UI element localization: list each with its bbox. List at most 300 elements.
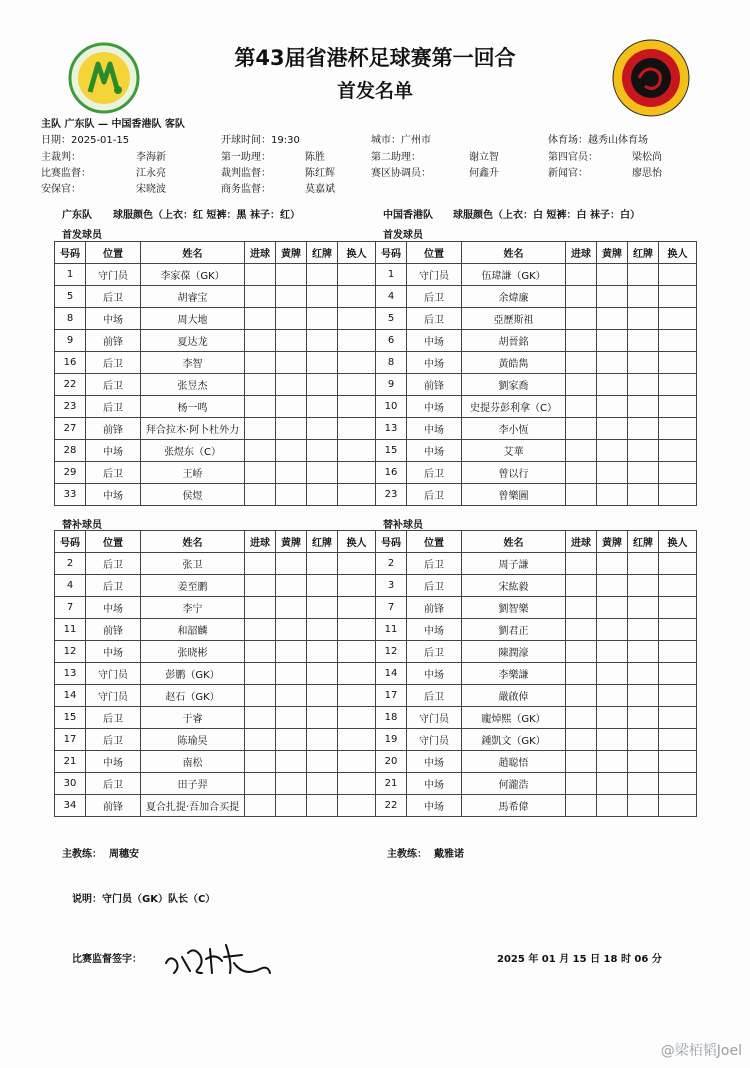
player-position: 后卫	[86, 553, 141, 575]
player-number: 11	[376, 619, 407, 641]
column-header: 进球	[566, 242, 597, 264]
table-header-row	[55, 531, 376, 553]
substitution-cell	[338, 484, 376, 506]
table-row	[55, 418, 376, 440]
signed-timestamp: 2025 年 01 月 15 日 18 时 06 分	[497, 954, 662, 965]
official-label: 第一助理：	[221, 152, 271, 163]
player-name: 胡晉銘	[462, 330, 566, 352]
yellow-card-cell	[597, 440, 628, 462]
table-row	[376, 352, 697, 374]
player-position: 后卫	[86, 773, 141, 795]
table-row	[376, 707, 697, 729]
goals-cell	[245, 264, 276, 286]
venue-value: 越秀山体育场	[588, 135, 648, 146]
player-name: 陳潤濠	[462, 641, 566, 663]
substitution-cell	[659, 795, 697, 817]
table-row	[55, 440, 376, 462]
substitution-cell	[338, 729, 376, 751]
red-card-cell	[307, 575, 338, 597]
substitution-cell	[338, 575, 376, 597]
yellow-card-cell	[276, 286, 307, 308]
player-number: 13	[376, 418, 407, 440]
official-label: 第二助理：	[371, 152, 421, 163]
goals-cell	[245, 374, 276, 396]
goals-cell	[245, 418, 276, 440]
table-row	[55, 308, 376, 330]
official-name: 何鑫升	[469, 168, 499, 179]
yellow-card-cell	[276, 641, 307, 663]
goals-cell	[566, 641, 597, 663]
player-number: 3	[376, 575, 407, 597]
yellow-card-cell	[276, 396, 307, 418]
substitution-cell	[659, 707, 697, 729]
home-team-name: 广东队	[62, 210, 92, 221]
yellow-card-cell	[597, 575, 628, 597]
red-card-cell	[307, 396, 338, 418]
away-kit-colors: 球服颜色（上衣：白 短裤：白 袜子：白）	[453, 210, 640, 221]
kickoff-label: 开球时间：	[221, 135, 271, 146]
player-number: 33	[55, 484, 86, 506]
column-header: 黄牌	[597, 242, 628, 264]
table-header-row	[376, 242, 697, 264]
player-name: 李智	[141, 352, 245, 374]
yellow-card-cell	[276, 330, 307, 352]
home-subs-label: 替补球员	[62, 520, 102, 531]
goals-cell	[566, 352, 597, 374]
player-number: 29	[55, 462, 86, 484]
yellow-card-cell	[597, 396, 628, 418]
player-name: 黃皓雋	[462, 352, 566, 374]
player-name: 伍瑋謙（GK）	[462, 264, 566, 286]
player-name: 曾樂圖	[462, 484, 566, 506]
red-card-cell	[307, 707, 338, 729]
column-header: 位置	[407, 531, 462, 553]
player-position: 中场	[407, 440, 462, 462]
red-card-cell	[307, 308, 338, 330]
red-card-cell	[628, 751, 659, 773]
player-number: 1	[376, 264, 407, 286]
red-card-cell	[307, 751, 338, 773]
yellow-card-cell	[276, 352, 307, 374]
table-row	[55, 619, 376, 641]
red-card-cell	[628, 663, 659, 685]
yellow-card-cell	[276, 729, 307, 751]
substitution-cell	[338, 663, 376, 685]
player-number: 14	[55, 685, 86, 707]
official-name: 陈胜	[305, 152, 325, 163]
red-card-cell	[307, 440, 338, 462]
red-card-cell	[628, 308, 659, 330]
official-name: 廖思怡	[632, 168, 662, 179]
goals-cell	[245, 396, 276, 418]
yellow-card-cell	[276, 751, 307, 773]
table-row	[376, 308, 697, 330]
goals-cell	[566, 264, 597, 286]
venue-label: 体育场：	[548, 135, 588, 146]
substitution-cell	[338, 751, 376, 773]
player-number: 30	[55, 773, 86, 795]
player-name: 余煒廉	[462, 286, 566, 308]
column-header: 换人	[338, 242, 376, 264]
kickoff-value: 19:30	[271, 135, 300, 146]
yellow-card-cell	[597, 330, 628, 352]
table-row	[55, 641, 376, 663]
player-position: 中场	[86, 308, 141, 330]
away-starters-table	[375, 241, 697, 506]
substitution-cell	[338, 352, 376, 374]
substitution-cell	[659, 597, 697, 619]
city-value: 广州市	[401, 135, 431, 146]
table-row	[55, 685, 376, 707]
substitution-cell	[338, 685, 376, 707]
goals-cell	[245, 462, 276, 484]
goals-cell	[245, 308, 276, 330]
substitution-cell	[659, 308, 697, 330]
yellow-card-cell	[276, 553, 307, 575]
red-card-cell	[307, 330, 338, 352]
goals-cell	[245, 575, 276, 597]
yellow-card-cell	[276, 773, 307, 795]
player-number: 23	[376, 484, 407, 506]
player-position: 中场	[407, 773, 462, 795]
player-number: 2	[55, 553, 86, 575]
player-position: 守门员	[86, 663, 141, 685]
red-card-cell	[628, 729, 659, 751]
player-position: 后卫	[407, 462, 462, 484]
red-card-cell	[628, 264, 659, 286]
column-header: 进球	[245, 242, 276, 264]
column-header: 黄牌	[276, 242, 307, 264]
yellow-card-cell	[597, 641, 628, 663]
player-number: 13	[55, 663, 86, 685]
red-card-cell	[307, 264, 338, 286]
player-position: 中场	[86, 597, 141, 619]
player-number: 2	[376, 553, 407, 575]
yellow-card-cell	[597, 553, 628, 575]
substitution-cell	[338, 619, 376, 641]
table-row	[55, 575, 376, 597]
player-name: 拜合拉木·阿卜杜外力	[141, 418, 245, 440]
red-card-cell	[628, 396, 659, 418]
substitution-cell	[338, 641, 376, 663]
goals-cell	[245, 440, 276, 462]
player-number: 16	[55, 352, 86, 374]
player-name: 龐焯熙（GK）	[462, 707, 566, 729]
goals-cell	[566, 440, 597, 462]
player-number: 18	[376, 707, 407, 729]
yellow-card-cell	[276, 685, 307, 707]
column-header: 姓名	[462, 242, 566, 264]
player-position: 前锋	[407, 374, 462, 396]
official-label: 主裁判：	[41, 152, 81, 163]
player-position: 中场	[407, 352, 462, 374]
red-card-cell	[307, 795, 338, 817]
table-header-row	[55, 242, 376, 264]
substitution-cell	[659, 685, 697, 707]
official-name: 谢立智	[469, 152, 499, 163]
table-row	[376, 729, 697, 751]
goals-cell	[245, 286, 276, 308]
player-number: 11	[55, 619, 86, 641]
player-name: 张煜东（C）	[141, 440, 245, 462]
column-header: 姓名	[141, 531, 245, 553]
player-number: 16	[376, 462, 407, 484]
player-name: 馬希偉	[462, 795, 566, 817]
table-row	[376, 663, 697, 685]
player-name: 王峤	[141, 462, 245, 484]
column-header: 号码	[376, 531, 407, 553]
official-name: 莫嘉斌	[305, 184, 335, 195]
substitution-cell	[659, 663, 697, 685]
table-row	[55, 707, 376, 729]
table-row	[376, 751, 697, 773]
player-name: 夏达龙	[141, 330, 245, 352]
column-header: 姓名	[141, 242, 245, 264]
red-card-cell	[307, 685, 338, 707]
player-position: 守门员	[86, 685, 141, 707]
red-card-cell	[628, 418, 659, 440]
goals-cell	[245, 773, 276, 795]
table-row	[55, 330, 376, 352]
table-row	[376, 795, 697, 817]
away-coach	[387, 845, 464, 860]
table-row	[55, 597, 376, 619]
official-name: 李海新	[136, 152, 166, 163]
table-row	[55, 795, 376, 817]
official-label: 赛区协调员：	[371, 168, 431, 179]
red-card-cell	[628, 462, 659, 484]
goals-cell	[245, 729, 276, 751]
substitution-cell	[338, 795, 376, 817]
player-number: 8	[55, 308, 86, 330]
red-card-cell	[628, 374, 659, 396]
player-position: 中场	[86, 751, 141, 773]
player-name: 姜至鹏	[141, 575, 245, 597]
table-row	[376, 396, 697, 418]
column-header: 进球	[566, 531, 597, 553]
table-row	[376, 641, 697, 663]
date-value: 2025-01-15	[71, 135, 130, 146]
substitution-cell	[338, 553, 376, 575]
yellow-card-cell	[276, 264, 307, 286]
table-row	[376, 418, 697, 440]
yellow-card-cell	[276, 707, 307, 729]
substitution-cell	[338, 396, 376, 418]
column-header: 号码	[376, 242, 407, 264]
column-header: 黄牌	[276, 531, 307, 553]
player-position: 后卫	[86, 729, 141, 751]
official-name: 江永亮	[136, 168, 166, 179]
substitution-cell	[659, 641, 697, 663]
substitution-cell	[338, 418, 376, 440]
goals-cell	[566, 308, 597, 330]
player-name: 史提芬彭利拿（C）	[462, 396, 566, 418]
player-position: 中场	[407, 663, 462, 685]
yellow-card-cell	[276, 418, 307, 440]
column-header: 换人	[338, 531, 376, 553]
official-name: 宋晓波	[136, 184, 166, 195]
substitution-cell	[659, 773, 697, 795]
substitution-cell	[338, 707, 376, 729]
player-name: 赵石（GK）	[141, 685, 245, 707]
official-label: 安保官：	[41, 184, 81, 195]
player-position: 后卫	[407, 553, 462, 575]
substitution-cell	[659, 330, 697, 352]
substitution-cell	[659, 484, 697, 506]
table-row	[55, 773, 376, 795]
yellow-card-cell	[276, 374, 307, 396]
goals-cell	[245, 484, 276, 506]
goals-cell	[245, 795, 276, 817]
table-row	[376, 330, 697, 352]
yellow-card-cell	[276, 484, 307, 506]
red-card-cell	[628, 773, 659, 795]
player-position: 中场	[407, 330, 462, 352]
player-number: 5	[55, 286, 86, 308]
player-name: 李家葆（GK）	[141, 264, 245, 286]
official-label: 裁判监督：	[221, 168, 271, 179]
player-position: 前锋	[86, 795, 141, 817]
player-number: 15	[376, 440, 407, 462]
player-name: 劉家喬	[462, 374, 566, 396]
substitution-cell	[659, 440, 697, 462]
player-name: 艾華	[462, 440, 566, 462]
yellow-card-cell	[276, 663, 307, 685]
player-name: 夏合扎提·吾加合买提	[141, 795, 245, 817]
date-field	[41, 131, 129, 146]
player-number: 7	[55, 597, 86, 619]
table-header-row	[376, 531, 697, 553]
red-card-cell	[628, 707, 659, 729]
player-number: 6	[376, 330, 407, 352]
player-number: 12	[376, 641, 407, 663]
player-name: 劉君正	[462, 619, 566, 641]
red-card-cell	[307, 352, 338, 374]
yellow-card-cell	[276, 619, 307, 641]
table-row	[376, 484, 697, 506]
player-position: 中场	[407, 418, 462, 440]
home-coach	[62, 845, 139, 860]
player-position: 前锋	[86, 619, 141, 641]
yellow-card-cell	[597, 729, 628, 751]
city-field	[371, 131, 431, 146]
yellow-card-cell	[597, 418, 628, 440]
table-row	[55, 751, 376, 773]
goals-cell	[245, 352, 276, 374]
substitution-cell	[659, 286, 697, 308]
goals-cell	[566, 575, 597, 597]
table-row	[376, 773, 697, 795]
player-position: 中场	[86, 440, 141, 462]
substitution-cell	[659, 374, 697, 396]
table-row	[55, 484, 376, 506]
yellow-card-cell	[597, 773, 628, 795]
goals-cell	[245, 751, 276, 773]
player-number: 8	[376, 352, 407, 374]
table-row	[55, 264, 376, 286]
column-header: 红牌	[307, 531, 338, 553]
player-number: 4	[376, 286, 407, 308]
official-label: 商务监督：	[221, 184, 271, 195]
column-header: 换人	[659, 242, 697, 264]
home-coach-label: 主教练：	[62, 849, 102, 860]
table-row	[376, 619, 697, 641]
red-card-cell	[307, 729, 338, 751]
player-name: 田子羿	[141, 773, 245, 795]
kickoff-field	[221, 131, 300, 146]
red-card-cell	[628, 641, 659, 663]
official-label: 比赛监督：	[41, 168, 91, 179]
substitution-cell	[659, 462, 697, 484]
column-header: 换人	[659, 531, 697, 553]
player-position: 前锋	[407, 597, 462, 619]
substitution-cell	[338, 773, 376, 795]
player-position: 后卫	[86, 462, 141, 484]
goals-cell	[245, 641, 276, 663]
table-row	[55, 729, 376, 751]
substitution-cell	[659, 729, 697, 751]
substitution-cell	[659, 352, 697, 374]
yellow-card-cell	[597, 308, 628, 330]
player-position: 后卫	[86, 707, 141, 729]
player-position: 中场	[407, 619, 462, 641]
substitution-cell	[338, 374, 376, 396]
goals-cell	[566, 729, 597, 751]
red-card-cell	[307, 597, 338, 619]
player-number: 1	[55, 264, 86, 286]
player-name: 周子謙	[462, 553, 566, 575]
red-card-cell	[628, 484, 659, 506]
red-card-cell	[307, 374, 338, 396]
red-card-cell	[628, 619, 659, 641]
player-number: 5	[376, 308, 407, 330]
player-name: 李樂謙	[462, 663, 566, 685]
player-number: 20	[376, 751, 407, 773]
substitution-cell	[338, 597, 376, 619]
red-card-cell	[628, 352, 659, 374]
player-position: 后卫	[407, 575, 462, 597]
player-number: 19	[376, 729, 407, 751]
table-row	[55, 553, 376, 575]
player-name: 趙聪悟	[462, 751, 566, 773]
venue-field	[548, 131, 648, 146]
home-kit-colors: 球服颜色（上衣：红 短裤：黑 袜子：红）	[113, 210, 300, 221]
table-row	[376, 597, 697, 619]
legend-note: 说明：守门员（GK）队长（C）	[72, 894, 216, 905]
yellow-card-cell	[597, 484, 628, 506]
yellow-card-cell	[597, 619, 628, 641]
player-name: 和韶麟	[141, 619, 245, 641]
player-number: 15	[55, 707, 86, 729]
substitution-cell	[659, 575, 697, 597]
official-label: 新闻官：	[548, 168, 588, 179]
goals-cell	[566, 619, 597, 641]
column-header: 红牌	[628, 242, 659, 264]
goals-cell	[245, 619, 276, 641]
teams-line: 主队 广东队 — 中国香港队 客队	[41, 119, 185, 130]
red-card-cell	[307, 553, 338, 575]
column-header: 位置	[86, 531, 141, 553]
date-label: 日期：	[41, 135, 71, 146]
table-row	[376, 553, 697, 575]
goals-cell	[245, 330, 276, 352]
red-card-cell	[628, 685, 659, 707]
substitution-cell	[338, 264, 376, 286]
yellow-card-cell	[597, 751, 628, 773]
home-starters-label: 首发球员	[62, 230, 102, 241]
player-position: 后卫	[407, 286, 462, 308]
player-position: 守门员	[86, 264, 141, 286]
